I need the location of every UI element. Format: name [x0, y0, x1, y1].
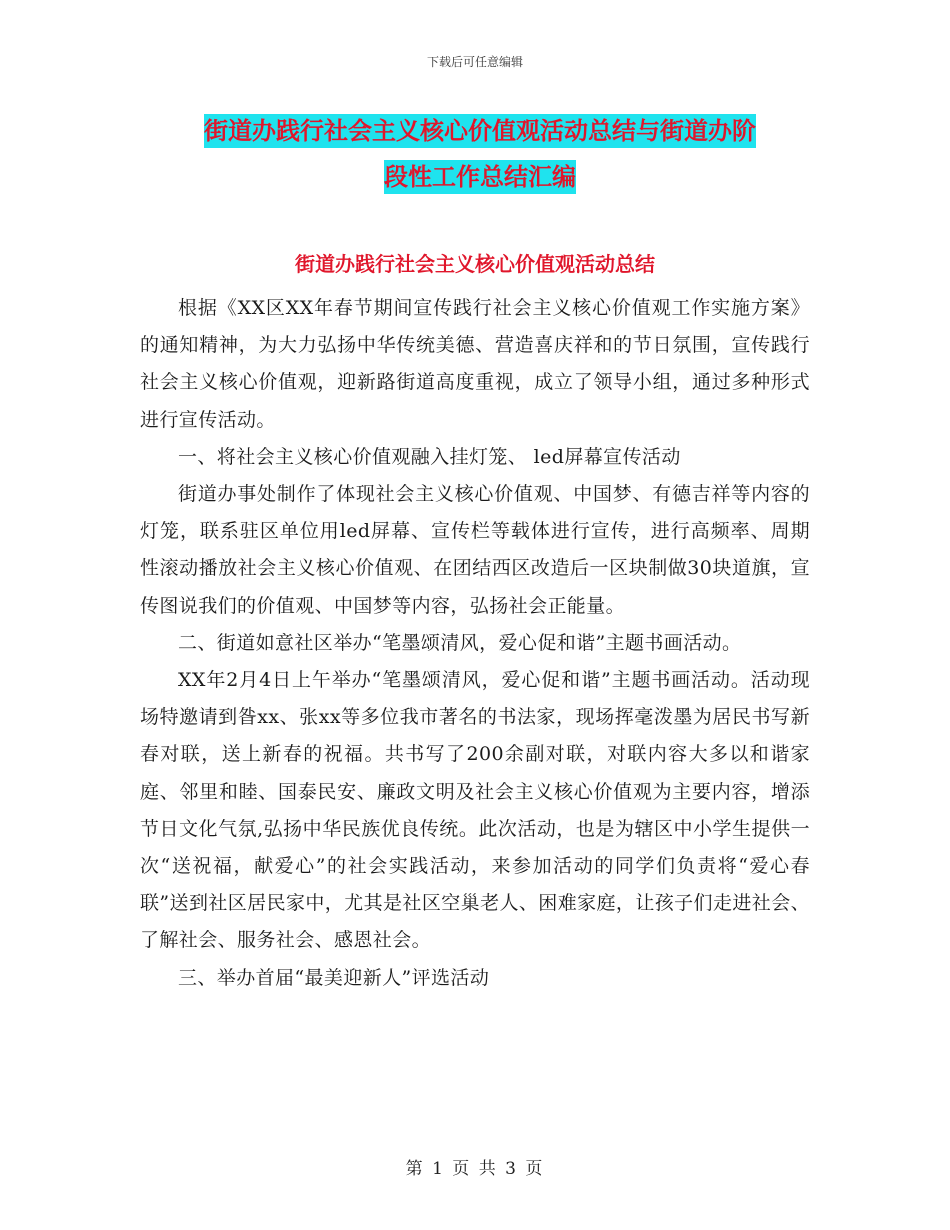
document-body — [140, 290, 810, 997]
document-title-line-1: 街道办践行社会主义核心价值观活动总结与街道办阶 — [204, 114, 756, 148]
paragraph-item-1: 街道办事处制作了体现社会主义核心价值观、中国梦、有德吉祥等内容的灯笼，联系驻区单位用led屏幕、宣传栏等载体进行宣传，进行高频率、周期性滚动播放社会主义核心价值观、在团结西区改造后一区块制做30块道旗，宣传图说我们的价值观、中国梦等内容，弘扬社会正能量。 — [140, 483, 810, 617]
page-header-note: 下载后可任意编辑 — [426, 55, 523, 69]
page-number: 第 1 页 共 3 页 — [405, 1159, 545, 1179]
document-title-line-2: 段性工作总结汇编 — [384, 160, 576, 194]
document-title — [140, 108, 820, 200]
heading-item-2: 二、街道如意社区举办“笔墨颂清风，爱心促和谐”主题书画活动。 — [178, 631, 742, 654]
paragraph-intro: 根据《XX区XX年春节期间宣传践行社会主义核心价值观工作实施方案》的通知精神，为大力弘扬中华传统美德、营造喜庆祥和的节日氛围，宣传践行社会主义核心价值观，迎新路街道高度重视，成立了领导小组，通过多种形式进行宣传活动。 — [140, 297, 810, 431]
heading-item-1: 一、将社会主义核心价值观融入挂灯笼、 led屏幕宣传活动 — [178, 445, 681, 468]
heading-item-3: 三、举办首届“最美迎新人”评选活动 — [178, 966, 490, 989]
section-title: 街道办践行社会主义核心价值观活动总结 — [295, 252, 655, 276]
paragraph-item-2: XX年2月4日上午举办“笔墨颂清风，爱心促和谐”主题书画活动。活动现场特邀请到昝xx、张xx等多位我市著名的书法家，现场挥毫泼墨为居民书写新春对联，送上新春的祝福。共书写了200余副对联，对联内容大多以和谐家庭、邻里和睦、国泰民安、廉政文明及社会主义核心价值观为主要内容，增添节日文化气氛,弘扬中华民族优良传统。此次活动，也是为辖区中小学生提供一次“送祝福，献爱心”的社会实践活动，来参加活动的同学们负责将“爱心春联”送到社区居民家中，尤其是社区空巢老人、困难家庭，让孩子们走进社会、了解社会、服务社会、感恩社会。 — [140, 669, 810, 952]
